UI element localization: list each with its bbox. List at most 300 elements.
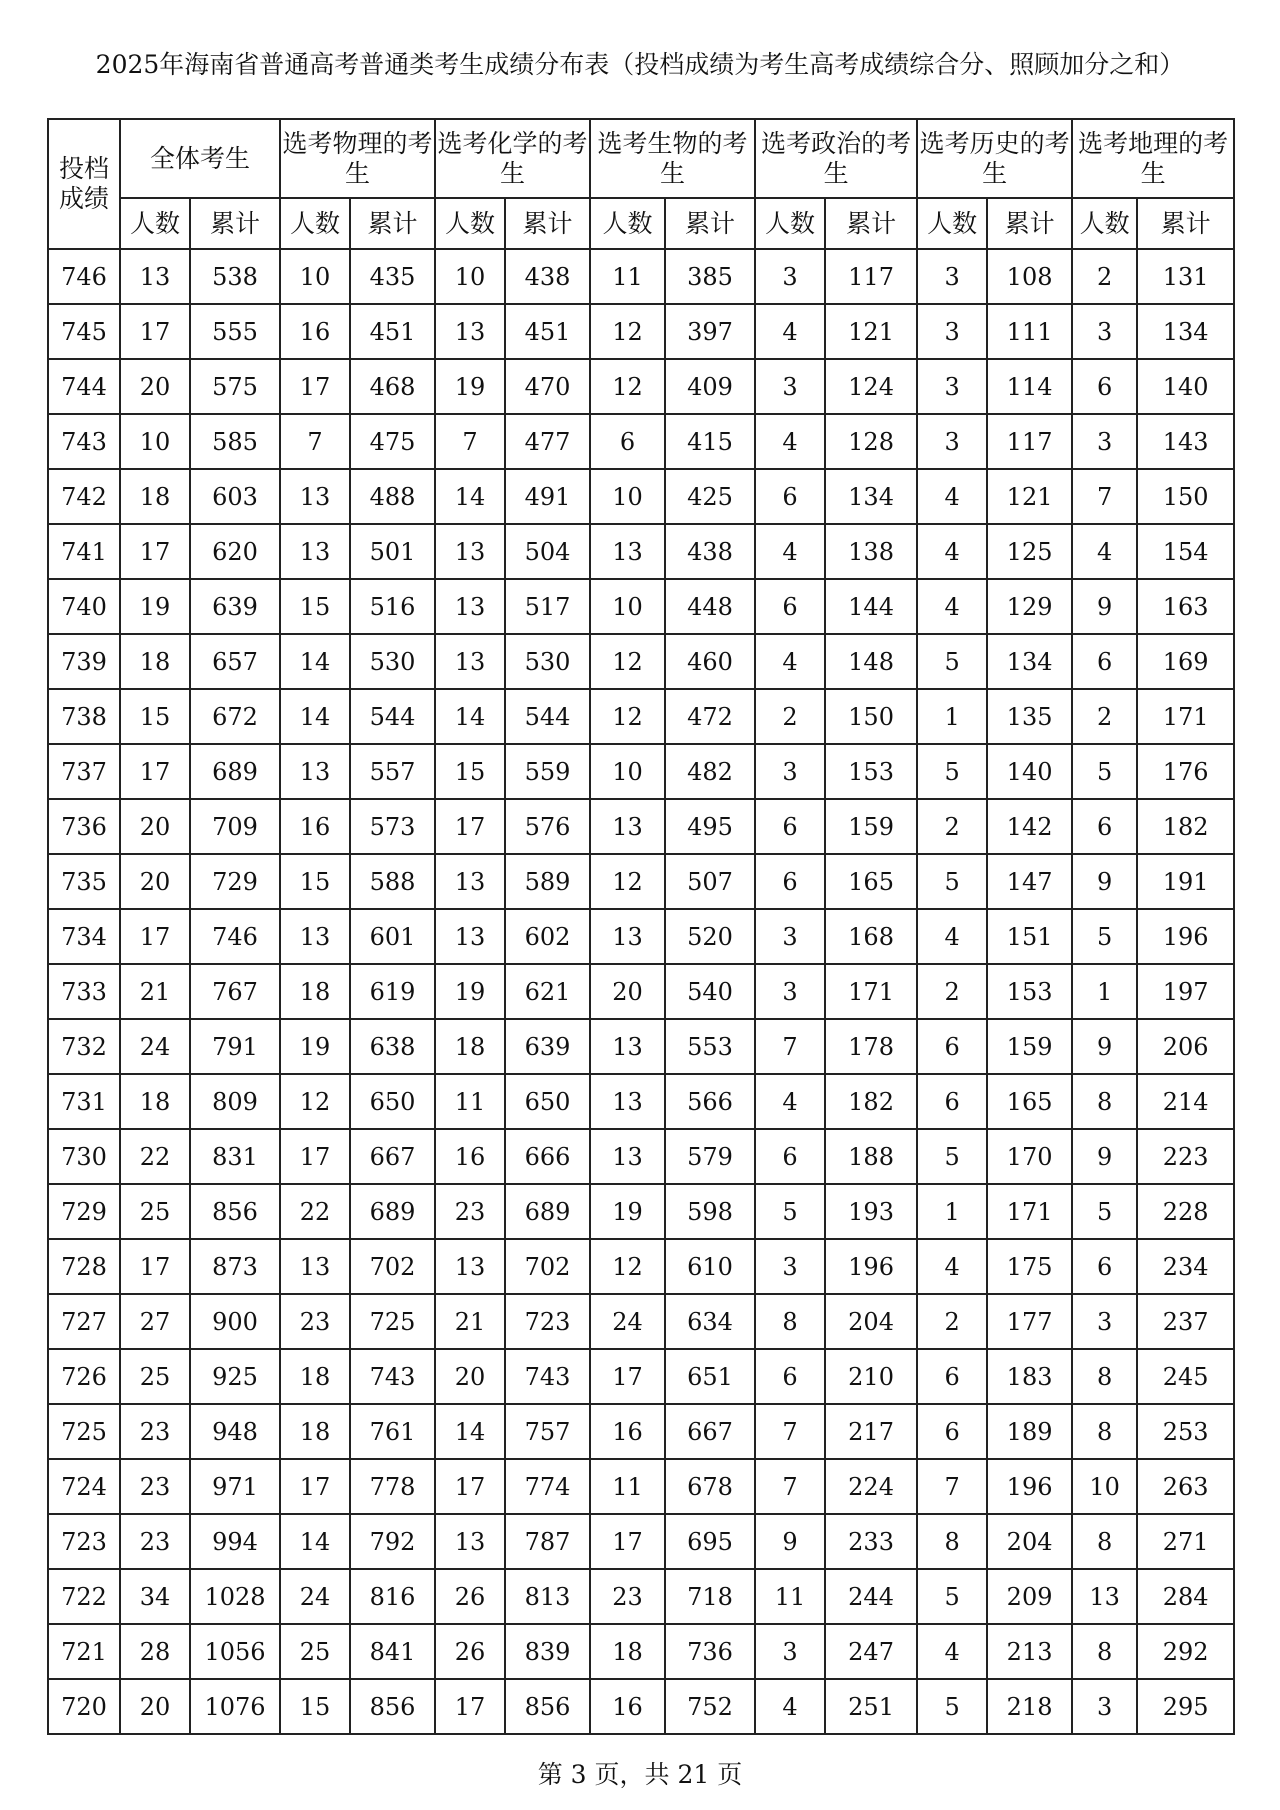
table-body [48, 249, 1234, 1734]
count-cell: 21 [435, 1294, 505, 1349]
table-row [48, 1129, 1234, 1184]
count-cell: 24 [280, 1569, 350, 1624]
cumulative-cell: 620 [190, 524, 280, 579]
cumulative-cell: 791 [190, 1019, 280, 1074]
count-cell: 13 [590, 1129, 665, 1184]
cumulative-header: 累计 [505, 198, 590, 249]
cumulative-cell: 470 [505, 359, 590, 414]
cumulative-cell: 856 [190, 1184, 280, 1239]
score-cell: 724 [48, 1459, 120, 1514]
cumulative-cell: 743 [505, 1349, 590, 1404]
count-cell: 7 [280, 414, 350, 469]
count-cell: 1 [917, 1184, 987, 1239]
count-cell: 4 [755, 414, 825, 469]
table-row [48, 1459, 1234, 1514]
count-cell: 25 [280, 1624, 350, 1679]
count-cell: 17 [120, 304, 190, 359]
count-header: 人数 [1072, 198, 1137, 249]
cumulative-cell: 873 [190, 1239, 280, 1294]
count-cell: 2 [1072, 249, 1137, 304]
cumulative-cell: 385 [665, 249, 755, 304]
cumulative-cell: 787 [505, 1514, 590, 1569]
score-cell: 742 [48, 469, 120, 524]
table-row [48, 524, 1234, 579]
cumulative-cell: 517 [505, 579, 590, 634]
count-cell: 7 [755, 1404, 825, 1459]
cumulative-cell: 689 [350, 1184, 435, 1239]
cumulative-cell: 689 [505, 1184, 590, 1239]
cumulative-cell: 736 [665, 1624, 755, 1679]
count-cell: 8 [1072, 1404, 1137, 1459]
count-cell: 17 [120, 524, 190, 579]
cumulative-cell: 189 [987, 1404, 1072, 1459]
count-cell: 20 [120, 799, 190, 854]
cumulative-cell: 651 [665, 1349, 755, 1404]
cumulative-cell: 176 [1137, 744, 1234, 799]
count-cell: 13 [1072, 1569, 1137, 1624]
count-cell: 7 [435, 414, 505, 469]
count-cell: 15 [280, 1679, 350, 1734]
cumulative-cell: 602 [505, 909, 590, 964]
count-cell: 10 [120, 414, 190, 469]
cumulative-cell: 292 [1137, 1624, 1234, 1679]
count-header: 人数 [120, 198, 190, 249]
count-cell: 18 [280, 1404, 350, 1459]
cumulative-cell: 134 [1137, 304, 1234, 359]
score-cell: 744 [48, 359, 120, 414]
cumulative-cell: 175 [987, 1239, 1072, 1294]
cumulative-cell: 504 [505, 524, 590, 579]
cumulative-cell: 634 [665, 1294, 755, 1349]
cumulative-cell: 193 [825, 1184, 917, 1239]
cumulative-cell: 575 [190, 359, 280, 414]
count-cell: 2 [917, 964, 987, 1019]
cumulative-cell: 183 [987, 1349, 1072, 1404]
count-cell: 20 [120, 1679, 190, 1734]
count-cell: 19 [120, 579, 190, 634]
count-cell: 3 [1072, 1679, 1137, 1734]
count-cell: 23 [120, 1459, 190, 1514]
cumulative-cell: 752 [665, 1679, 755, 1734]
count-cell: 19 [590, 1184, 665, 1239]
cumulative-cell: 501 [350, 524, 435, 579]
count-cell: 5 [1072, 909, 1137, 964]
cumulative-cell: 125 [987, 524, 1072, 579]
group-header-chemistry: 选考化学的考生 [435, 119, 590, 198]
count-cell: 18 [280, 1349, 350, 1404]
score-cell: 726 [48, 1349, 120, 1404]
count-cell: 14 [280, 1514, 350, 1569]
cumulative-cell: 856 [505, 1679, 590, 1734]
count-cell: 22 [280, 1184, 350, 1239]
score-cell: 731 [48, 1074, 120, 1129]
cumulative-cell: 994 [190, 1514, 280, 1569]
count-cell: 6 [755, 469, 825, 524]
count-cell: 11 [590, 1459, 665, 1514]
cumulative-cell: 111 [987, 304, 1072, 359]
cumulative-cell: 271 [1137, 1514, 1234, 1569]
cumulative-cell: 925 [190, 1349, 280, 1404]
count-cell: 8 [1072, 1514, 1137, 1569]
count-header: 人数 [280, 198, 350, 249]
count-cell: 3 [917, 359, 987, 414]
count-cell: 6 [917, 1349, 987, 1404]
count-cell: 14 [280, 689, 350, 744]
cumulative-cell: 948 [190, 1404, 280, 1459]
cumulative-cell: 667 [665, 1404, 755, 1459]
group-header-history: 选考历史的考生 [917, 119, 1072, 198]
table-row [48, 359, 1234, 414]
count-cell: 5 [917, 634, 987, 689]
cumulative-cell: 603 [190, 469, 280, 524]
count-cell: 13 [280, 469, 350, 524]
cumulative-cell: 477 [505, 414, 590, 469]
header-row-groups [48, 119, 1234, 198]
cumulative-cell: 131 [1137, 249, 1234, 304]
cumulative-cell: 204 [987, 1514, 1072, 1569]
cumulative-header: 累计 [1137, 198, 1234, 249]
count-cell: 2 [1072, 689, 1137, 744]
count-cell: 8 [1072, 1074, 1137, 1129]
count-cell: 3 [917, 304, 987, 359]
cumulative-cell: 610 [665, 1239, 755, 1294]
cumulative-cell: 678 [665, 1459, 755, 1514]
cumulative-cell: 971 [190, 1459, 280, 1514]
cumulative-cell: 228 [1137, 1184, 1234, 1239]
count-cell: 13 [435, 1239, 505, 1294]
cumulative-cell: 540 [665, 964, 755, 1019]
count-cell: 3 [1072, 414, 1137, 469]
count-cell: 18 [120, 469, 190, 524]
count-cell: 17 [280, 1129, 350, 1184]
count-cell: 13 [590, 909, 665, 964]
score-cell: 735 [48, 854, 120, 909]
count-cell: 6 [755, 799, 825, 854]
score-cell: 723 [48, 1514, 120, 1569]
count-cell: 10 [590, 744, 665, 799]
count-cell: 2 [917, 1294, 987, 1349]
cumulative-cell: 573 [350, 799, 435, 854]
table-row [48, 744, 1234, 799]
count-cell: 13 [435, 524, 505, 579]
count-cell: 8 [755, 1294, 825, 1349]
cumulative-cell: 538 [190, 249, 280, 304]
cumulative-cell: 171 [987, 1184, 1072, 1239]
table-row [48, 1349, 1234, 1404]
score-cell: 720 [48, 1679, 120, 1734]
count-cell: 5 [1072, 744, 1137, 799]
count-cell: 3 [755, 1624, 825, 1679]
score-cell: 738 [48, 689, 120, 744]
cumulative-cell: 841 [350, 1624, 435, 1679]
count-cell: 8 [1072, 1349, 1137, 1404]
cumulative-cell: 134 [987, 634, 1072, 689]
score-cell: 736 [48, 799, 120, 854]
count-cell: 11 [435, 1074, 505, 1129]
count-cell: 14 [435, 469, 505, 524]
count-cell: 17 [120, 1239, 190, 1294]
cumulative-cell: 438 [505, 249, 590, 304]
score-cell: 739 [48, 634, 120, 689]
count-cell: 13 [590, 524, 665, 579]
count-cell: 3 [755, 1239, 825, 1294]
count-cell: 6 [1072, 1239, 1137, 1294]
cumulative-cell: 121 [825, 304, 917, 359]
cumulative-cell: 761 [350, 1404, 435, 1459]
count-cell: 13 [435, 854, 505, 909]
count-cell: 9 [755, 1514, 825, 1569]
count-cell: 6 [755, 1349, 825, 1404]
cumulative-cell: 171 [825, 964, 917, 1019]
count-cell: 13 [435, 579, 505, 634]
table-row [48, 1514, 1234, 1569]
cumulative-cell: 650 [505, 1074, 590, 1129]
cumulative-cell: 495 [665, 799, 755, 854]
cumulative-cell: 576 [505, 799, 590, 854]
table-row [48, 1294, 1234, 1349]
cumulative-cell: 746 [190, 909, 280, 964]
count-cell: 34 [120, 1569, 190, 1624]
count-cell: 18 [280, 964, 350, 1019]
cumulative-cell: 544 [505, 689, 590, 744]
cumulative-cell: 129 [987, 579, 1072, 634]
cumulative-header: 累计 [987, 198, 1072, 249]
count-header: 人数 [755, 198, 825, 249]
count-cell: 23 [590, 1569, 665, 1624]
count-cell: 4 [917, 1239, 987, 1294]
count-cell: 10 [435, 249, 505, 304]
cumulative-cell: 170 [987, 1129, 1072, 1184]
cumulative-cell: 553 [665, 1019, 755, 1074]
cumulative-cell: 144 [825, 579, 917, 634]
cumulative-cell: 121 [987, 469, 1072, 524]
count-cell: 19 [435, 964, 505, 1019]
count-cell: 16 [435, 1129, 505, 1184]
count-cell: 12 [280, 1074, 350, 1129]
count-cell: 1 [917, 689, 987, 744]
count-cell: 8 [1072, 1624, 1137, 1679]
cumulative-cell: 475 [350, 414, 435, 469]
count-cell: 4 [755, 634, 825, 689]
count-cell: 7 [917, 1459, 987, 1514]
count-cell: 24 [120, 1019, 190, 1074]
count-cell: 7 [755, 1459, 825, 1514]
count-cell: 9 [1072, 1129, 1137, 1184]
count-cell: 5 [917, 1569, 987, 1624]
cumulative-cell: 530 [350, 634, 435, 689]
cumulative-cell: 729 [190, 854, 280, 909]
count-cell: 12 [590, 689, 665, 744]
table-row [48, 1624, 1234, 1679]
score-cell: 740 [48, 579, 120, 634]
count-cell: 9 [1072, 854, 1137, 909]
count-cell: 15 [280, 854, 350, 909]
count-cell: 12 [590, 854, 665, 909]
count-cell: 20 [435, 1349, 505, 1404]
cumulative-cell: 237 [1137, 1294, 1234, 1349]
count-cell: 7 [1072, 469, 1137, 524]
score-cell: 722 [48, 1569, 120, 1624]
cumulative-cell: 639 [190, 579, 280, 634]
score-cell: 725 [48, 1404, 120, 1459]
cumulative-cell: 150 [1137, 469, 1234, 524]
cumulative-cell: 117 [825, 249, 917, 304]
count-cell: 14 [280, 634, 350, 689]
count-cell: 6 [917, 1019, 987, 1074]
cumulative-cell: 689 [190, 744, 280, 799]
cumulative-cell: 234 [1137, 1239, 1234, 1294]
count-cell: 4 [755, 1679, 825, 1734]
cumulative-cell: 425 [665, 469, 755, 524]
cumulative-cell: 792 [350, 1514, 435, 1569]
count-cell: 3 [917, 414, 987, 469]
count-cell: 4 [917, 469, 987, 524]
count-cell: 23 [435, 1184, 505, 1239]
group-header-geography: 选考地理的考生 [1072, 119, 1234, 198]
cumulative-cell: 182 [1137, 799, 1234, 854]
cumulative-cell: 723 [505, 1294, 590, 1349]
cumulative-cell: 709 [190, 799, 280, 854]
count-cell: 25 [120, 1349, 190, 1404]
cumulative-cell: 263 [1137, 1459, 1234, 1514]
cumulative-cell: 491 [505, 469, 590, 524]
count-cell: 13 [280, 744, 350, 799]
count-cell: 14 [435, 689, 505, 744]
count-cell: 4 [1072, 524, 1137, 579]
count-cell: 10 [590, 579, 665, 634]
table-row [48, 964, 1234, 1019]
table-row [48, 1074, 1234, 1129]
cumulative-cell: 159 [825, 799, 917, 854]
cumulative-cell: 128 [825, 414, 917, 469]
table-row [48, 304, 1234, 359]
cumulative-cell: 210 [825, 1349, 917, 1404]
cumulative-cell: 218 [987, 1679, 1072, 1734]
table-row [48, 579, 1234, 634]
group-header-all: 全体考生 [120, 119, 280, 198]
cumulative-cell: 767 [190, 964, 280, 1019]
cumulative-cell: 657 [190, 634, 280, 689]
cumulative-cell: 566 [665, 1074, 755, 1129]
cumulative-cell: 114 [987, 359, 1072, 414]
cumulative-cell: 1076 [190, 1679, 280, 1734]
cumulative-cell: 839 [505, 1624, 590, 1679]
count-cell: 15 [120, 689, 190, 744]
count-cell: 13 [590, 799, 665, 854]
count-cell: 13 [280, 524, 350, 579]
table-row [48, 1404, 1234, 1459]
count-cell: 13 [120, 249, 190, 304]
count-cell: 18 [120, 634, 190, 689]
table-row [48, 1239, 1234, 1294]
count-cell: 18 [590, 1624, 665, 1679]
cumulative-cell: 142 [987, 799, 1072, 854]
cumulative-cell: 135 [987, 689, 1072, 744]
cumulative-cell: 153 [987, 964, 1072, 1019]
score-cell: 728 [48, 1239, 120, 1294]
count-cell: 21 [120, 964, 190, 1019]
score-cell: 745 [48, 304, 120, 359]
count-cell: 14 [435, 1404, 505, 1459]
score-cell: 721 [48, 1624, 120, 1679]
count-cell: 20 [120, 359, 190, 414]
count-cell: 28 [120, 1624, 190, 1679]
cumulative-cell: 601 [350, 909, 435, 964]
count-cell: 6 [1072, 634, 1137, 689]
cumulative-cell: 409 [665, 359, 755, 414]
count-cell: 5 [1072, 1184, 1137, 1239]
count-cell: 4 [917, 524, 987, 579]
count-cell: 3 [1072, 1294, 1137, 1349]
table-row [48, 909, 1234, 964]
score-cell: 746 [48, 249, 120, 304]
count-cell: 11 [590, 249, 665, 304]
cumulative-cell: 233 [825, 1514, 917, 1569]
cumulative-cell: 778 [350, 1459, 435, 1514]
cumulative-cell: 148 [825, 634, 917, 689]
cumulative-cell: 213 [987, 1624, 1072, 1679]
table-row [48, 854, 1234, 909]
cumulative-cell: 472 [665, 689, 755, 744]
cumulative-cell: 150 [825, 689, 917, 744]
score-cell: 741 [48, 524, 120, 579]
cumulative-cell: 621 [505, 964, 590, 1019]
table-row [48, 634, 1234, 689]
cumulative-cell: 117 [987, 414, 1072, 469]
group-header-politics: 选考政治的考生 [755, 119, 917, 198]
cumulative-cell: 177 [987, 1294, 1072, 1349]
cumulative-cell: 638 [350, 1019, 435, 1074]
count-cell: 17 [280, 1459, 350, 1514]
cumulative-cell: 516 [350, 579, 435, 634]
table-row [48, 249, 1234, 304]
table-row [48, 1184, 1234, 1239]
count-cell: 18 [435, 1019, 505, 1074]
group-header-biology: 选考生物的考生 [590, 119, 755, 198]
count-cell: 4 [755, 1074, 825, 1129]
cumulative-cell: 757 [505, 1404, 590, 1459]
count-header: 人数 [590, 198, 665, 249]
score-cell: 733 [48, 964, 120, 1019]
cumulative-header: 累计 [350, 198, 435, 249]
cumulative-cell: 598 [665, 1184, 755, 1239]
count-cell: 5 [917, 1129, 987, 1184]
count-cell: 16 [590, 1679, 665, 1734]
count-cell: 13 [435, 1514, 505, 1569]
count-header: 人数 [435, 198, 505, 249]
count-cell: 25 [120, 1184, 190, 1239]
count-cell: 13 [435, 634, 505, 689]
cumulative-cell: 188 [825, 1129, 917, 1184]
cumulative-cell: 639 [505, 1019, 590, 1074]
count-cell: 13 [280, 1239, 350, 1294]
count-cell: 5 [917, 1679, 987, 1734]
cumulative-cell: 702 [505, 1239, 590, 1294]
cumulative-cell: 725 [350, 1294, 435, 1349]
count-cell: 26 [435, 1569, 505, 1624]
count-cell: 11 [755, 1569, 825, 1624]
count-cell: 10 [1072, 1459, 1137, 1514]
count-cell: 16 [590, 1404, 665, 1459]
cumulative-cell: 774 [505, 1459, 590, 1514]
cumulative-cell: 147 [987, 854, 1072, 909]
count-cell: 12 [590, 359, 665, 414]
count-cell: 20 [590, 964, 665, 1019]
document-title: 2025年海南省普通高考普通类考生成绩分布表（投档成绩为考生高考成绩综合分、照顾加分之和） [95, 50, 1185, 79]
table-row [48, 689, 1234, 744]
count-cell: 26 [435, 1624, 505, 1679]
cumulative-cell: 134 [825, 469, 917, 524]
